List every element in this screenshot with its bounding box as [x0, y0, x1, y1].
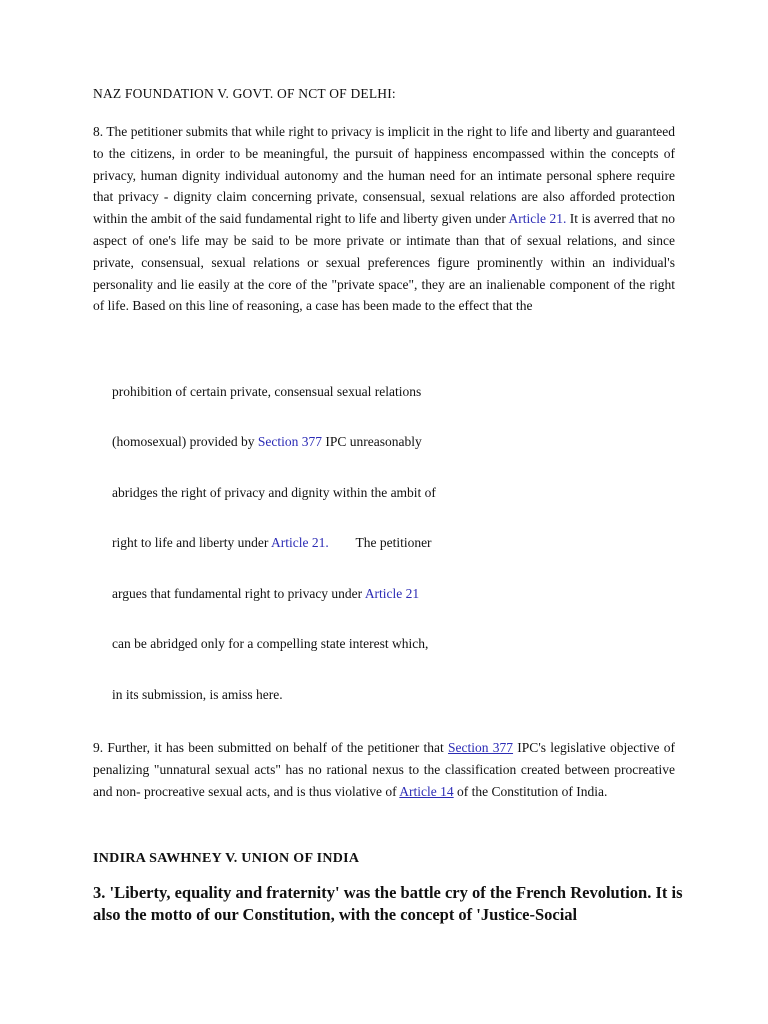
quote-line-5	[112, 586, 419, 602]
paragraph-8-text-2: It is averred that no aspect of one's life may be said to be more private or intimate than that of sexual relations, and since private, consensual, sexual relations or sexual preferences figure prominently within an individual's personality and lie easily at the core of the "private space", they are an inalienable component of the right of life. Based on this line of reasoning, a case has been made to the effect that the	[93, 211, 675, 314]
quote-line-6: can be abridged only for a compelling state interest which,	[112, 636, 429, 651]
paragraph-9-text-2: IPC's legislative objective of penalizing "unnatural sexual acts" has no rational nexus to the classification created between procreative and non- procreative sexual acts, and is thus violative of	[93, 740, 675, 799]
article-14-link[interactable]: Article 14	[399, 783, 454, 799]
paragraph-3: 3. 'Liberty, equality and fraternity' was the battle cry of the French Revolution. It is also the motto of our Constitution, with the concept of 'Justice-Social	[93, 883, 683, 924]
quote-line-4-text: right to life and liberty under	[112, 535, 271, 550]
article-21-link[interactable]: Article 21.	[270, 535, 329, 550]
article-21-link[interactable]: Article 21.	[508, 211, 567, 227]
paragraph-8-text-1: 8. The petitioner submits that while right to privacy is implicit in the right to life and liberty and guaranteed to the citizens, in order to be meaningful, the pursuit of happiness encompassed within the concepts of privacy, human dignity individual autonomy and the human need for an intimate personal sphere require that privacy - dignity claim concerning private, consensual, sexual relations are also afforded protection within the ambit of the said fundamental right to life and liberty given under	[93, 124, 675, 227]
paragraph-9-text-3: of the Constitution of India.	[453, 783, 608, 799]
quote-line-4	[112, 535, 432, 551]
case-heading-indira: INDIRA SAWHNEY V. UNION OF INDIA	[93, 851, 360, 866]
quote-line-2-tail: IPC unreasonably	[321, 434, 422, 449]
section-377-link[interactable]: Section 377	[448, 740, 514, 755]
quote-line-2	[112, 434, 422, 450]
section-377-link[interactable]: Section 377	[257, 434, 322, 449]
article-21-link[interactable]: Article 21	[364, 586, 420, 601]
paragraph-9	[93, 737, 675, 802]
paragraph-8	[93, 121, 675, 317]
quote-line-5-text: argues that fundamental right to privacy under	[112, 586, 365, 601]
quote-line-1: prohibition of certain private, consensual sexual relations	[112, 384, 422, 399]
quote-line-2-text: (homosexual) provided by	[112, 434, 258, 449]
paragraph-9-text-1: 9. Further, it has been submitted on behalf of the petitioner that	[93, 740, 449, 755]
quote-line-7: in its submission, is amiss here.	[112, 687, 283, 702]
quote-line-4-tail: The petitioner	[328, 535, 432, 550]
case-heading-naz: NAZ FOUNDATION V. GOVT. OF NCT OF DELHI:	[93, 86, 396, 101]
quote-line-3: abridges the right of privacy and dignity within the ambit of	[112, 485, 436, 500]
